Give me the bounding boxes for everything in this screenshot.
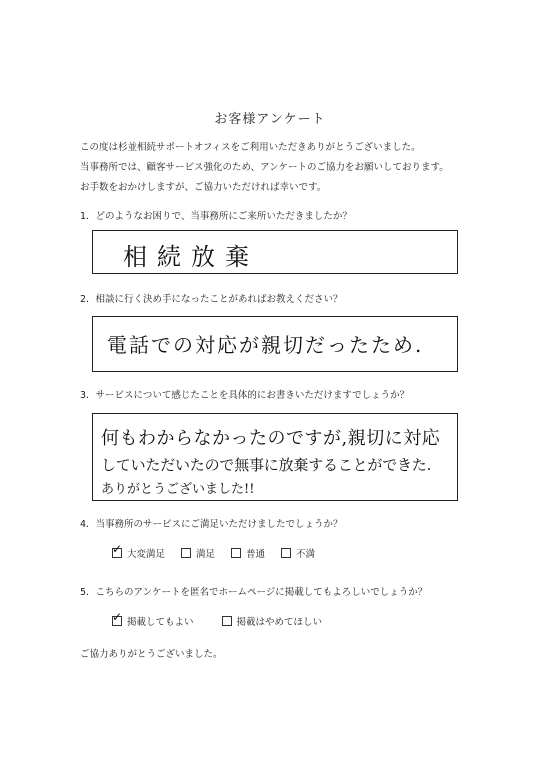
checkbox[interactable]: [181, 548, 191, 558]
answer-3-line-1: 何もわからなかったのですが,親切に対応: [101, 428, 441, 449]
question-1: 1．どのようなお困りで、当事務所にご来所いただきましたか？: [80, 211, 352, 222]
answer-box-1: [92, 230, 458, 274]
intro-text: [80, 138, 449, 198]
checkbox[interactable]: [112, 542, 123, 558]
intro-line: お手数をおかけしますが、ご協力いただければ幸いです。: [80, 182, 327, 193]
answer-1-handwriting: 相続放棄: [123, 243, 259, 271]
option-label: 満足: [196, 549, 216, 560]
closing-text: ご協力ありがとうございました。: [80, 649, 223, 660]
q4-option-very-satisfied[interactable]: [112, 542, 166, 560]
q5-option-disallow[interactable]: [222, 614, 323, 628]
q5-option-allow[interactable]: [112, 610, 194, 628]
question-4: 4．当事務所のサービスにご満足いただけましたでしょうか？: [80, 519, 343, 530]
intro-line: 当事務所では、顧客サービス強化のため、アンケートのご協力をお願いしております。: [80, 162, 449, 173]
checkmark-icon: ✓: [112, 610, 123, 624]
answer-3-line-2: していただいたので無事に放棄することができた.: [101, 456, 432, 474]
answer-2-handwriting: 電話での対応が親切だったため.: [107, 333, 424, 357]
checkbox[interactable]: [222, 616, 232, 626]
checkbox[interactable]: [281, 548, 291, 558]
q4-option-neutral[interactable]: [231, 546, 265, 560]
answer-3-line-3: ありがとうございました!!: [101, 482, 255, 497]
checkbox[interactable]: [112, 610, 123, 626]
q4-options: [112, 542, 331, 560]
answer-box-3: [92, 413, 458, 501]
intro-line: この度は杉並相続サポートオフィスをご利用いただきありがとうございました。: [80, 142, 421, 153]
option-label: 掲載してもよい: [127, 617, 194, 628]
q4-option-dissatisfied[interactable]: [281, 546, 315, 560]
answer-box-2: [92, 316, 458, 372]
option-label: 大変満足: [127, 549, 166, 560]
question-3: 3．サービスについて感じたことを具体的にお書きいただけますでしょうか？: [80, 390, 410, 401]
option-label: 普通: [246, 549, 266, 560]
q5-options: [112, 610, 338, 628]
question-5: 5．こちらのアンケートを匿名でホームページに掲載してもよろしいでしょうか？: [80, 587, 428, 598]
page-title: お客様アンケート: [214, 112, 326, 127]
checkbox[interactable]: [231, 548, 241, 558]
option-label: 不満: [296, 549, 316, 560]
checkmark-icon: ✓: [112, 542, 123, 556]
question-2: 2．相談に行く決め手になったことがあればお教えください？: [80, 294, 343, 305]
option-label: 掲載はやめてほしい: [236, 617, 323, 628]
q4-option-satisfied[interactable]: [181, 546, 215, 560]
